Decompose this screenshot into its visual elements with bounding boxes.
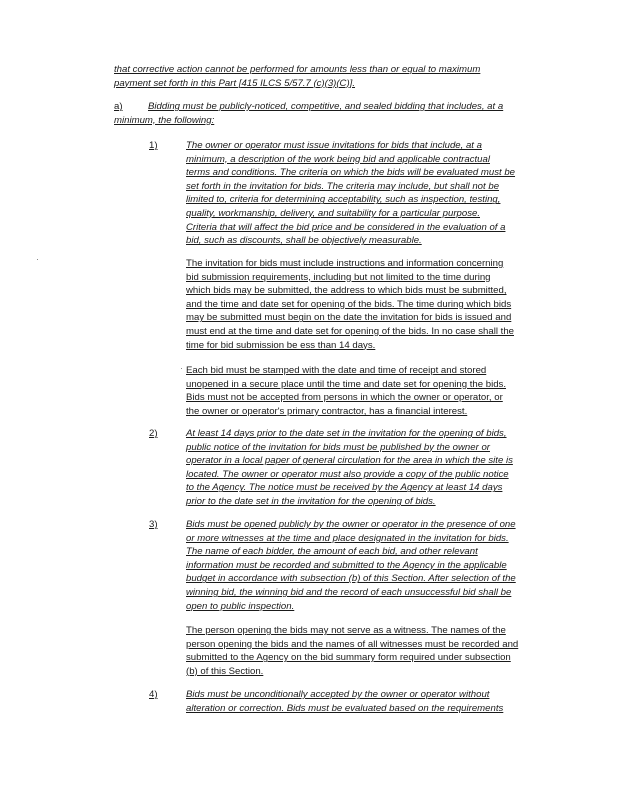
text-line: At least 14 days prior to the date set in the invitation for the opening of bids, bbox=[186, 428, 507, 439]
text-line: Bids must be opened publicly by the owner or operator in the presence of one bbox=[186, 519, 516, 530]
text-line: time for bid submission be ess than 14 days. bbox=[186, 339, 376, 351]
intro-paragraph bbox=[114, 63, 554, 90]
text-line: submitted to the Agency on the bid summary form required under subsection bbox=[186, 652, 511, 664]
text-line: to the Agency. The notice must be received by the Agency at least 14 days bbox=[186, 482, 503, 494]
item-3-label: 3) bbox=[149, 519, 158, 530]
text-line: person opening the bids and the names of all witnesses must be recorded and bbox=[186, 638, 519, 650]
intro-line: payment set forth in this Part [415 ILCS 5/57.7 (c)(3)(C)]. bbox=[114, 77, 356, 89]
item-2-paragraph-1 bbox=[186, 427, 556, 509]
text-line: prior to the date set in the invitation for the opening of bids. bbox=[186, 495, 436, 507]
text-line: quality, workmanship, delivery, and suitability for a particular purpose. bbox=[186, 207, 480, 219]
text-line: must end at the time and date set for opening of the bids. In no case shall the bbox=[186, 325, 514, 337]
text-line: (b) of this Section. bbox=[186, 665, 264, 677]
item-2-label: 2) bbox=[149, 428, 158, 439]
text-line: may be submitted must begin on the date the invitation for bids is issued and bbox=[186, 312, 512, 324]
scan-speck bbox=[37, 259, 38, 260]
text-line: public notice of the invitation for bids must be published by the owner or bbox=[186, 441, 490, 453]
section-a-line: minimum, the following: bbox=[114, 114, 215, 126]
text-line: set forth in the invitation for bids. The criteria may include, but shall not be bbox=[186, 180, 500, 192]
text-line: bid submission requirements, including but not limited to the time during bbox=[186, 271, 491, 283]
text-line: unopened in a secure place until the time and date set for opening the bids. bbox=[186, 378, 507, 390]
text-line: alteration or correction. Bids must be evaluated based on the requirements bbox=[186, 702, 504, 714]
text-line: budget in accordance with subsection (b) of this Section. After selection of the bbox=[186, 573, 516, 585]
item-1-label: 1) bbox=[149, 140, 158, 151]
scan-speck bbox=[181, 368, 182, 369]
text-line: Criteria that will affect the bid price and be considered in the evaluation of a bbox=[186, 221, 506, 233]
text-line: open to public inspection. bbox=[186, 600, 295, 612]
text-line: minimum, a description of the work being bid and applicable contractual bbox=[186, 153, 490, 165]
text-line: The name of each bidder, the amount of each bid, and other relevant bbox=[186, 546, 478, 558]
item-3-paragraph-2 bbox=[186, 624, 556, 678]
item-3-paragraph-1 bbox=[186, 518, 556, 613]
section-a-text bbox=[114, 100, 554, 127]
text-line: or more witnesses at the time and place designated in the invitation for bids. bbox=[186, 532, 509, 544]
text-line: bid, such as discounts, shall be objectively measurable. bbox=[186, 235, 422, 247]
text-line: limited to, criteria for determining acceptability, such as inspection, testing, bbox=[186, 194, 501, 206]
text-line: Each bid must be stamped with the date and time of receipt and stored bbox=[186, 365, 487, 376]
text-line: the owner or operator's primary contractor, has a financial interest. bbox=[186, 405, 468, 417]
text-line: Bids must not be accepted from persons in which the owner or operator, or bbox=[186, 392, 503, 404]
text-line: which bids may be submitted, the address to which bids must be submitted, bbox=[186, 285, 507, 297]
text-line: winning bid, the winning bid and the record of each unsuccessful bid shall be bbox=[186, 586, 512, 598]
text-line: The person opening the bids may not serve as a witness. The names of the bbox=[186, 625, 506, 636]
item-4-paragraph-1 bbox=[186, 688, 556, 715]
item-1-paragraph-3 bbox=[186, 364, 556, 418]
text-line: operator in a local paper of general circulation for the area in which the site is bbox=[186, 455, 513, 467]
text-line: located. The owner or operator must also provide a copy of the public notice bbox=[186, 468, 509, 480]
item-1-paragraph-2 bbox=[186, 257, 556, 352]
text-line: The invitation for bids must include instructions and information concerning bbox=[186, 258, 504, 269]
intro-line: that corrective action cannot be performed for amounts less than or equal to maximum bbox=[114, 64, 481, 75]
text-line: Bids must be unconditionally accepted by the owner or operator without bbox=[186, 689, 490, 700]
item-4-label: 4) bbox=[149, 689, 158, 700]
text-line: and the time and date set for opening of the bids. The time during which bids bbox=[186, 298, 512, 310]
text-line: information must be recorded and submitted to the Agency in the applicable bbox=[186, 559, 507, 571]
text-line: The owner or operator must issue invitations for bids that include, at a bbox=[186, 140, 482, 151]
text-line: terms and conditions. The criteria on which the bids will be evaluated must be bbox=[186, 167, 516, 179]
section-a-label: a) bbox=[114, 101, 123, 112]
item-1-paragraph-1 bbox=[186, 139, 556, 248]
section-a-line: Bidding must be publicly-noticed, competitive, and sealed bidding that includes, at a bbox=[148, 101, 504, 112]
